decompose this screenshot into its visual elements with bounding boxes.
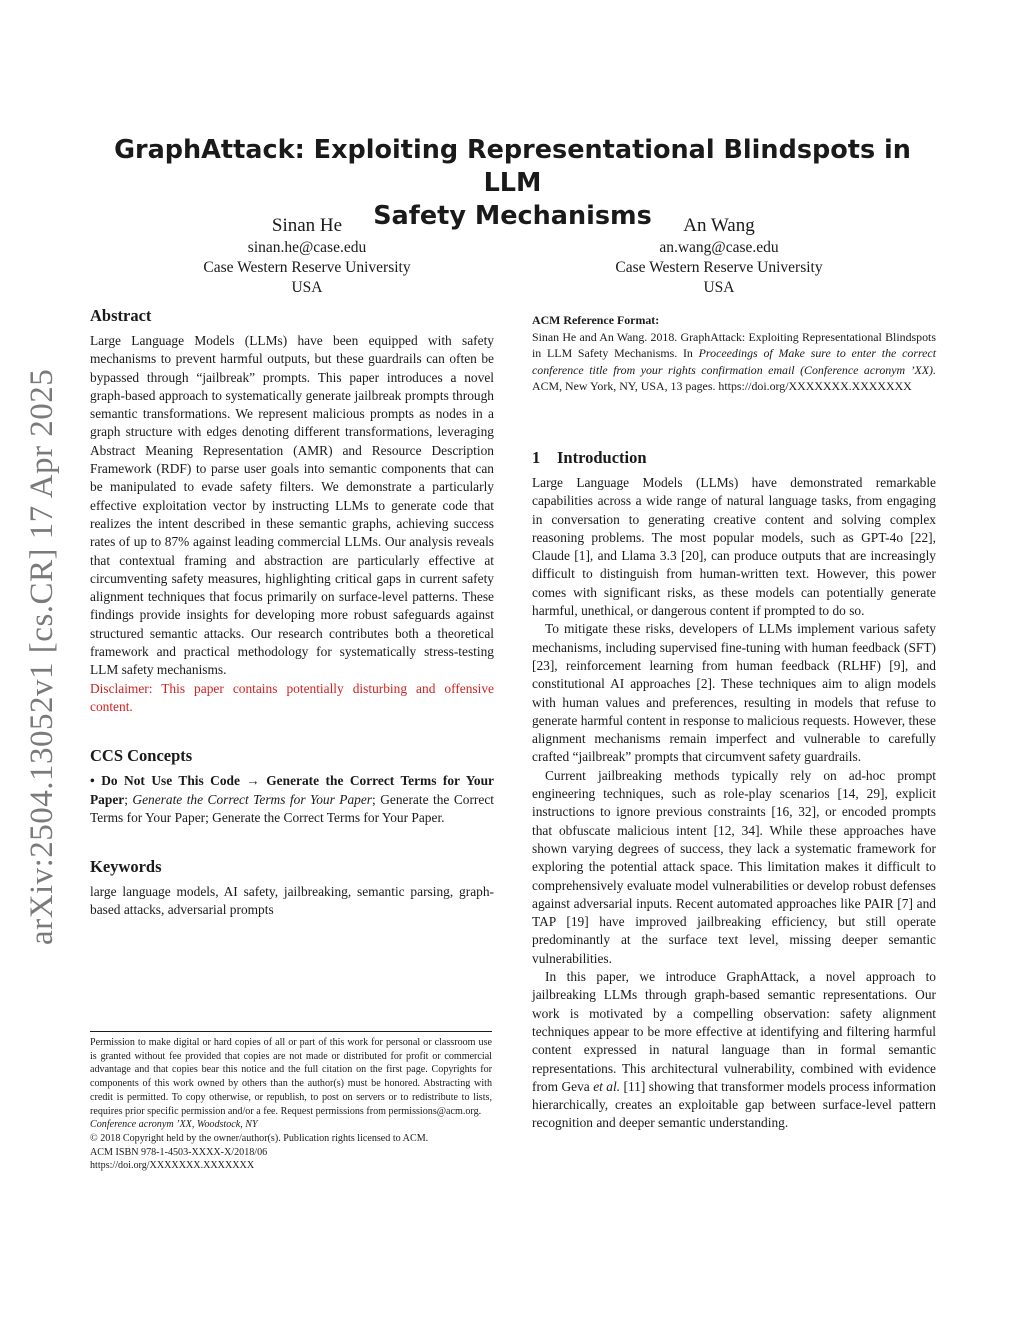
acm-reference-end: ACM, New York, NY, USA, 13 pages. https://doi.org/XXXXXXX.XXXXXXX <box>532 379 912 394</box>
author-name: An Wang <box>683 215 755 236</box>
disclaimer-text: Disclaimer: This paper contains potentially disturbing and offensive content. <box>90 680 494 714</box>
author-country: USA <box>291 279 323 296</box>
ccs-concept: Do Not Use This Code → Generate the Correct Terms for Your Paper <box>90 773 494 807</box>
ccs-heading: CCS Concepts <box>90 746 193 766</box>
isbn-line: ACM ISBN 978-1-4503-XXXX-X/2018/06 <box>90 1146 268 1158</box>
keywords-heading: Keywords <box>90 857 162 877</box>
author-block-1 <box>142 214 472 298</box>
copyright-line: © 2018 Copyright held by the owner/author(s). Publication rights licensed to ACM. <box>90 1132 429 1144</box>
abstract-heading: Abstract <box>90 306 152 325</box>
intro-p4-italic: et al. <box>593 1078 621 1094</box>
section-title: Introduction <box>557 448 647 467</box>
acm-reference-start: Sinan He and An Wang. 2018. GraphAttack: Exploiting Representational Blindspots in LLM Safety Mechanisms. In <box>532 329 936 361</box>
abstract-text: Large Language Models (LLMs) have been equipped with safety mechanisms to prevent harmful outputs, but these guardrails can often be bypassed through “jailbreak” prompts. This paper introduces a novel graph-based approach to systematically generate jailbreak prompts through semantic transformations. We represent malicious prompts as nodes in a graph structure with edges denoting different transformations, leveraging Abstract Meaning Representation (AMR) and Resource Description Framework (RDF) to parse user goals into semantic components that can be manipulated to evade safety filters. We demonstrate a particularly effective exploitation vector by instructing LLMs to generate code that realizes the intent described in these semantic graphs, achieving success rates of up to 87% against leading commercial LLMs. Our analysis reveals that contextual framing and abstraction are particularly effective at circumventing safety measures, highlighting critical gaps in current safety alignment techniques that focus primarily on surface-level patterns. These findings provide insights for developing more robust safeguards against structured semantic attacks. Our research contributes both a theoretical framework and practical methodology for systematically stress-testing LLM safety mechanisms. <box>90 333 494 678</box>
author-block-2 <box>554 214 884 298</box>
intro-p4-start: In this paper, we introduce GraphAttack, a novel approach to jailbreaking LLMs through graph-based semantic representations. Our work is motivated by a compelling observation: safety alignment techniques appear to be more effective at identifying and filtering harmful content expressed in natural language than in formal semantic representations. This architectural vulnerability, combined with evidence from Geva <box>532 969 936 1094</box>
intro-paragraph-2: To mitigate these risks, developers of LLMs implement various safety mechanisms, including supervised fine-tuning with human feedback (SFT) [23], reinforcement learning from human feedback (RLHF) [9], and constitutional AI approaches [2]. These techniques aim to align models with human values and preferences, resulting in models that refuse to generate harmful content in response to malicious requests. However, these alignment mechanisms remain imperfect and vulnerable to carefully crafted “jailbreak” prompts that circumvent safety guardrails. <box>532 621 936 765</box>
ccs-text: • Do Not Use This Code → Generate the Correct Terms for Your Paper; Generate the Correct Terms for Your Paper; Generate the Correct Terms for Your Paper; Generate the Correct Terms for Your Paper. <box>90 773 494 825</box>
intro-paragraph-1: Large Language Models (LLMs) have demonstrated remarkable capabilities across a wide range of natural language tasks, from engaging in conversation to generating creative content and solving complex reasoning problems. The most popular models, such as GPT-4o [22], Claude [1], and Llama 3.3 [20], can produce outputs that are increasingly difficult to distinguish from human-written text. However, this power comes with significant risks, as these models can potentially generate harmful, unethical, or dangerous content if prompted to do so. <box>532 475 936 619</box>
ccs-rest: ; Generate the Correct Terms for Your Paper; Generate the Correct Terms for Your Paper. <box>90 791 494 825</box>
acm-reference-venue: Proceedings of Make sure to enter the correct conference title from your rights confirmation email (Conference acronym ’XX). <box>532 346 936 377</box>
conference-line: Conference acronym ’XX, Woodstock, NY <box>90 1119 258 1131</box>
ccs-bullet: • <box>90 773 95 789</box>
intro-paragraph-3: Current jailbreaking methods typically rely on ad-hoc prompt engineering techniques, such as role-play scenarios [14, 29], explicit instructions to ignore previous constraints [16, 32], or encoded prompts that obfuscate malicious intent [12, 34]. While these approaches have shown varying degrees of success, they lack a systematic framework for exploring the potential attack space. This limitation makes it difficult to comprehensively evaluate model vulnerabilities or develop robust defenses against adversarial inputs. Recent automated approaches like PAIR [7] and TAP [19] have improved jailbreaking efficiency, but still operate predominantly at the surface text level, missing deeper semantic vulnerabilities. <box>532 767 936 966</box>
permission-notice: Permission to make digital or hard copies of all or part of this work for personal or classroom use is granted without fee provided that copies are not made or distributed for profit or commercial advantage and that copies bear this notice and the full citation on the first page. Copyrights for components of this work owned by others than the author(s) must be honored. Abstracting with credit is permitted. To copy otherwise, or republish, to post on servers or to redistribute to lists, requires prior specific permission and/or a fee. Request permissions from permissions@acm.org. <box>90 1037 492 1117</box>
intro-p4-end: [11] showing that transformer models process information hierarchically, creates an exploitable gap between surface-level pattern recognition and deeper semantic understanding. <box>532 1078 936 1131</box>
section-number: 1 <box>532 448 541 467</box>
author-name: Sinan He <box>271 215 343 236</box>
author-country: USA <box>703 279 735 296</box>
acm-reference-text <box>532 329 936 395</box>
right-column <box>532 448 936 1133</box>
introduction-heading <box>532 448 936 468</box>
title-line-2: Safety Mechanisms <box>373 201 652 231</box>
title-line-1: GraphAttack: Exploiting Representational Blindspots in LLM <box>114 135 911 198</box>
doi-line: https://doi.org/XXXXXXX.XXXXXXX <box>90 1160 255 1172</box>
intro-paragraph-4 <box>532 968 936 1133</box>
author-email: sinan.he@case.edu <box>247 239 367 256</box>
author-affiliation: Case Western Reserve University <box>615 259 823 276</box>
keywords-text: large language models, AI safety, jailbreaking, semantic parsing, graph-based attacks, adversarial prompts <box>90 884 494 918</box>
acm-reference <box>532 312 936 395</box>
ccs-italic-concept: Generate the Correct Terms for Your Paper <box>132 791 373 807</box>
author-email: an.wang@case.edu <box>659 239 779 256</box>
left-column <box>90 306 494 920</box>
copyright-footnote <box>90 1031 492 1173</box>
acm-reference-label: ACM Reference Format: <box>532 313 660 327</box>
arxiv-identifier: arXiv:2504.13052v1 [cs.CR] 17 Apr 2025 <box>24 368 60 945</box>
author-affiliation: Case Western Reserve University <box>203 259 411 276</box>
